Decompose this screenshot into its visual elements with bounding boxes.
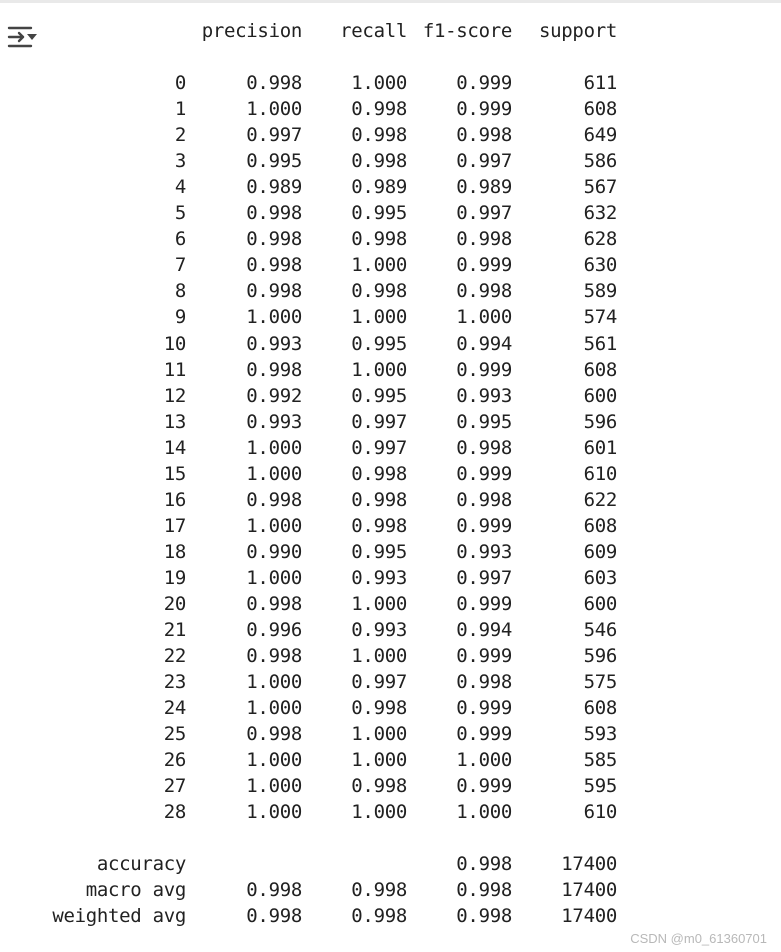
row-label: 26 [163, 749, 186, 771]
cell-f1-score: 0.989 [456, 176, 512, 198]
cell-support: 589 [583, 280, 617, 302]
cell-recall: 0.997 [351, 671, 407, 693]
row-label: 6 [174, 228, 186, 250]
cell-precision: 1.000 [246, 775, 302, 797]
cell-f1-score: 0.994 [456, 333, 512, 355]
cell-recall: 0.998 [351, 228, 407, 250]
cell-support: 632 [583, 202, 617, 224]
cell-recall: 1.000 [351, 593, 407, 615]
row-label: 16 [163, 489, 186, 511]
cell-precision: 1.000 [246, 515, 302, 537]
row-label: 27 [163, 775, 186, 797]
cell-f1-score: 1.000 [456, 306, 512, 328]
row-label: 12 [163, 385, 186, 407]
row-label: 17 [163, 515, 186, 537]
summary-f1-score: 0.998 [456, 905, 512, 927]
cell-support: 611 [583, 72, 617, 94]
cell-recall: 0.998 [351, 124, 407, 146]
cell-precision: 0.993 [246, 333, 302, 355]
cell-f1-score: 1.000 [456, 749, 512, 771]
cell-support: 608 [583, 697, 617, 719]
cell-f1-score: 0.993 [456, 385, 512, 407]
cell-support: 575 [583, 671, 617, 693]
cell-f1-score: 1.000 [456, 801, 512, 823]
cell-precision: 0.998 [246, 645, 302, 667]
cell-precision: 0.998 [246, 202, 302, 224]
cell-precision: 0.998 [246, 489, 302, 511]
cell-f1-score: 0.997 [456, 202, 512, 224]
cell-f1-score: 0.998 [456, 280, 512, 302]
cell-support: 546 [583, 619, 617, 641]
cell-recall: 0.995 [351, 385, 407, 407]
cell-recall: 1.000 [351, 359, 407, 381]
summary-recall: 0.998 [351, 905, 407, 927]
classification-report [0, 3, 781, 952]
cell-recall: 0.989 [351, 176, 407, 198]
cell-support: 608 [583, 359, 617, 381]
cell-f1-score: 0.994 [456, 619, 512, 641]
cell-precision: 1.000 [246, 567, 302, 589]
row-label: 10 [163, 333, 186, 355]
cell-f1-score: 0.997 [456, 150, 512, 172]
cell-precision: 0.998 [246, 254, 302, 276]
summary-f1-score: 0.998 [456, 853, 512, 875]
cell-support: 574 [583, 306, 617, 328]
cell-f1-score: 0.999 [456, 72, 512, 94]
cell-f1-score: 0.999 [456, 593, 512, 615]
cell-f1-score: 0.999 [456, 98, 512, 120]
cell-support: 585 [583, 749, 617, 771]
cell-recall: 1.000 [351, 72, 407, 94]
row-label: 14 [163, 437, 186, 459]
cell-recall: 0.993 [351, 567, 407, 589]
row-label: 8 [174, 280, 186, 302]
cell-recall: 1.000 [351, 801, 407, 823]
cell-f1-score: 0.998 [456, 124, 512, 146]
row-label: 21 [163, 619, 186, 641]
row-label: 19 [163, 567, 186, 589]
row-label: 3 [174, 150, 186, 172]
cell-support: 596 [583, 411, 617, 433]
cell-support: 600 [583, 593, 617, 615]
row-label: 5 [174, 202, 186, 224]
cell-precision: 0.989 [246, 176, 302, 198]
cell-recall: 0.998 [351, 280, 407, 302]
cell-precision: 1.000 [246, 98, 302, 120]
row-label: 13 [163, 411, 186, 433]
cell-recall: 0.998 [351, 150, 407, 172]
row-label: 4 [174, 176, 186, 198]
cell-f1-score: 0.999 [456, 723, 512, 745]
cell-support: 600 [583, 385, 617, 407]
summary-precision: 0.998 [246, 879, 302, 901]
summary-recall: 0.998 [351, 879, 407, 901]
summary-precision: 0.998 [246, 905, 302, 927]
cell-support: 567 [583, 176, 617, 198]
cell-precision: 0.998 [246, 228, 302, 250]
cell-recall: 1.000 [351, 723, 407, 745]
cell-support: 649 [583, 124, 617, 146]
cell-precision: 1.000 [246, 749, 302, 771]
cell-f1-score: 0.998 [456, 671, 512, 693]
cell-support: 630 [583, 254, 617, 276]
cell-recall: 0.998 [351, 515, 407, 537]
cell-support: 603 [583, 567, 617, 589]
cell-precision: 0.998 [246, 280, 302, 302]
cell-recall: 0.995 [351, 202, 407, 224]
cell-recall: 1.000 [351, 749, 407, 771]
cell-recall: 0.995 [351, 541, 407, 563]
cell-support: 608 [583, 98, 617, 120]
header-precision: precision [201, 20, 302, 42]
summary-support: 17400 [561, 905, 617, 927]
cell-f1-score: 0.999 [456, 463, 512, 485]
cell-recall: 1.000 [351, 645, 407, 667]
cell-recall: 0.998 [351, 775, 407, 797]
cell-precision: 0.998 [246, 723, 302, 745]
header-f1-score: f1-score [422, 20, 512, 42]
cell-precision: 1.000 [246, 306, 302, 328]
cell-precision: 0.998 [246, 72, 302, 94]
cell-f1-score: 0.995 [456, 411, 512, 433]
cell-support: 628 [583, 228, 617, 250]
row-label: 7 [174, 254, 186, 276]
row-label: 24 [163, 697, 186, 719]
cell-precision: 1.000 [246, 697, 302, 719]
cell-precision: 0.998 [246, 593, 302, 615]
row-label: 22 [163, 645, 186, 667]
cell-f1-score: 0.999 [456, 775, 512, 797]
cell-precision: 1.000 [246, 463, 302, 485]
cell-recall: 1.000 [351, 254, 407, 276]
cell-f1-score: 0.999 [456, 645, 512, 667]
cell-support: 595 [583, 775, 617, 797]
row-label: 1 [174, 98, 186, 120]
cell-f1-score: 0.998 [456, 228, 512, 250]
cell-f1-score: 0.993 [456, 541, 512, 563]
cell-recall: 0.998 [351, 98, 407, 120]
cell-recall: 1.000 [351, 306, 407, 328]
row-label: 0 [174, 72, 186, 94]
row-label: 15 [163, 463, 186, 485]
cell-support: 561 [583, 333, 617, 355]
cell-f1-score: 0.999 [456, 697, 512, 719]
summary-support: 17400 [561, 879, 617, 901]
cell-f1-score: 0.997 [456, 567, 512, 589]
cell-support: 609 [583, 541, 617, 563]
row-label: 20 [163, 593, 186, 615]
row-label: 2 [174, 124, 186, 146]
summary-label: weighted avg [52, 905, 186, 927]
cell-support: 596 [583, 645, 617, 667]
cell-precision: 0.996 [246, 619, 302, 641]
cell-f1-score: 0.998 [456, 437, 512, 459]
cell-precision: 0.995 [246, 150, 302, 172]
row-label: 11 [163, 359, 186, 381]
cell-precision: 0.998 [246, 359, 302, 381]
cell-recall: 0.998 [351, 697, 407, 719]
cell-precision: 0.997 [246, 124, 302, 146]
row-label: 18 [163, 541, 186, 563]
cell-f1-score: 0.999 [456, 359, 512, 381]
cell-recall: 0.998 [351, 489, 407, 511]
row-label: 28 [163, 801, 186, 823]
summary-support: 17400 [561, 853, 617, 875]
summary-label: accuracy [96, 853, 186, 875]
cell-precision: 0.992 [246, 385, 302, 407]
header-recall: recall [340, 20, 407, 42]
cell-support: 610 [583, 463, 617, 485]
row-label: 9 [174, 306, 186, 328]
cell-support: 593 [583, 723, 617, 745]
cell-support: 601 [583, 437, 617, 459]
cell-recall: 0.997 [351, 437, 407, 459]
cell-precision: 0.993 [246, 411, 302, 433]
cell-precision: 1.000 [246, 801, 302, 823]
cell-precision: 1.000 [246, 437, 302, 459]
row-label: 25 [163, 723, 186, 745]
output-toggle-icon[interactable] [6, 23, 40, 51]
cell-precision: 1.000 [246, 671, 302, 693]
cell-support: 622 [583, 489, 617, 511]
watermark: CSDN @m0_61360701 [630, 931, 767, 946]
cell-f1-score: 0.998 [456, 489, 512, 511]
cell-f1-score: 0.999 [456, 515, 512, 537]
cell-recall: 0.997 [351, 411, 407, 433]
row-label: 23 [163, 671, 186, 693]
summary-f1-score: 0.998 [456, 879, 512, 901]
cell-precision: 0.990 [246, 541, 302, 563]
cell-f1-score: 0.999 [456, 254, 512, 276]
cell-recall: 0.998 [351, 463, 407, 485]
header-support: support [539, 20, 617, 42]
summary-label: macro avg [85, 879, 186, 901]
cell-recall: 0.993 [351, 619, 407, 641]
cell-support: 610 [583, 801, 617, 823]
cell-support: 586 [583, 150, 617, 172]
cell-support: 608 [583, 515, 617, 537]
cell-recall: 0.995 [351, 333, 407, 355]
